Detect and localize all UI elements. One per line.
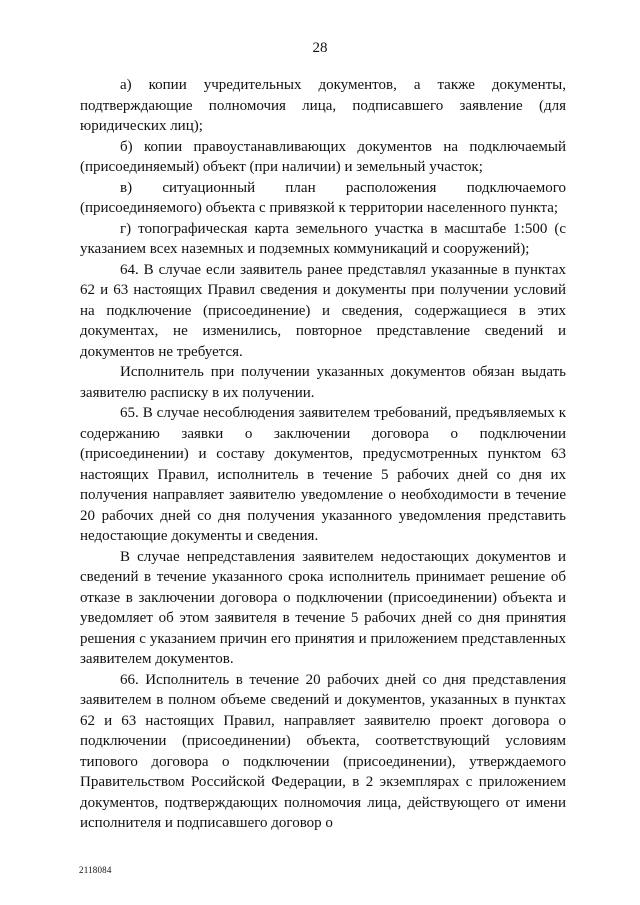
paragraph-66: 66. Исполнитель в течение 20 рабочих дней со дня представления заявителем в полном объеме сведений и документов, указанных в пунктах 62 и 63 настоящих Правил, направляет заявителю проект договора о подключении (присоединении) объекта, соответствующий условиям типового договора о подключении (присоединении), утверждаемого Правительством Российской Федерации, в 2 экземплярах с приложением документов, подтверждающих полномочия лица, действующего от имени исполнителя и подписавшего договор о bbox=[80, 671, 566, 831]
paragraph-64-receipt: Исполнитель при получении указанных документов обязан выдать заявителю расписку в их получении. bbox=[80, 364, 566, 401]
paragraph-item-g: г) топографическая карта земельного участка в масштабе 1:500 (с указанием всех наземных и подземных коммуникаций и сооружений); bbox=[80, 220, 566, 257]
footer-document-code: 2118084 bbox=[79, 865, 112, 875]
page-number: 28 bbox=[312, 40, 328, 56]
paragraph-item-v: в) ситуационный план расположения подключаемого (присоединяемого) объекта с привязкой к территории населенного пункта; bbox=[80, 179, 566, 216]
paragraph-64: 64. В случае если заявитель ранее представлял указанные в пунктах 62 и 63 настоящих Правил сведения и документы при получении условий на подключение (присоединение) и сведения, содержащиеся в этих документах, не изменились, повторное представление сведений и документов не требуется. bbox=[80, 261, 566, 360]
document-body bbox=[80, 75, 566, 834]
paragraph-65: 65. В случае несоблюдения заявителем требований, предъявляемых к содержанию заявки о заключении договора о подключении (присоединении) и составу документов, предусмотренных пунктом 63 настоящих Правил, исполнитель в течение 5 рабочих дней со дня их получения направляет заявителю уведомление о необходимости в течение 20 рабочих дней со дня получения указанного уведомления представить недостающие документы и сведения. bbox=[80, 405, 566, 544]
paragraph-65-refusal: В случае непредставления заявителем недостающих документов и сведений в течение указанного срока исполнитель принимает решение об отказе в заключении договора о подключении (присоединении) объекта и уведомляет об этом заявителя в течение 5 рабочих дней со дня принятия решения с указанием причин его принятия и приложением представленных заявителем документов. bbox=[80, 548, 566, 667]
paragraph-item-a: а) копии учредительных документов, а также документы, подтверждающие полномочия лица, подписавшего заявление (для юридических лиц); bbox=[80, 77, 566, 134]
paragraph-item-b: б) копии правоустанавливающих документов на подключаемый (присоединяемый) объект (при наличии) и земельный участок; bbox=[80, 138, 566, 175]
